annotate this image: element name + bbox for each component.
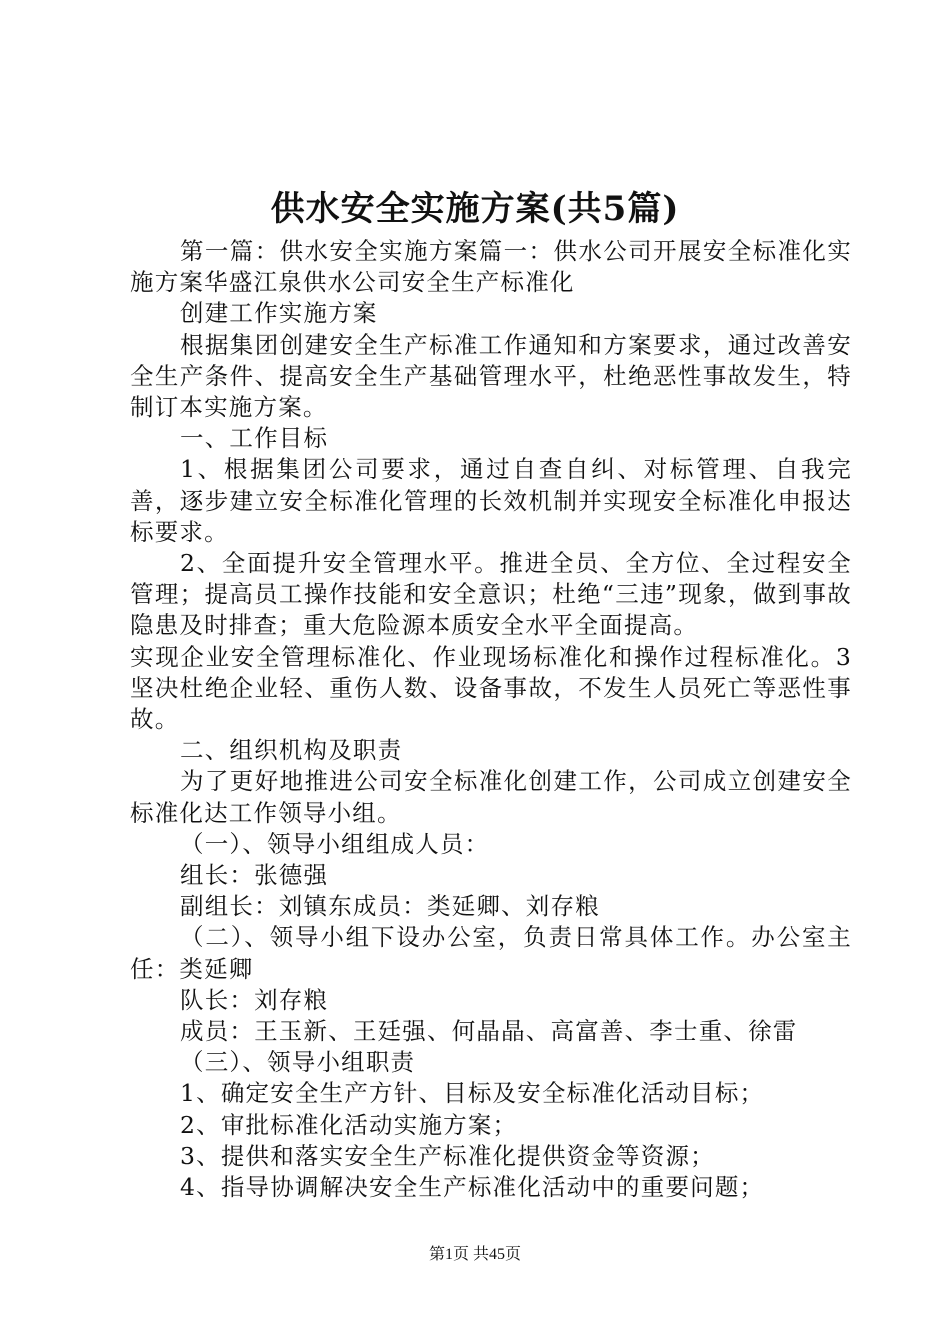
paragraph-duty-3: 3、提供和落实安全生产标准化提供资金等资源； <box>180 1141 715 1170</box>
paragraph-goal-3: 实现企业安全管理标准化、作业现场标准化和操作过程标准化。3坚决杜绝企业轻、重伤人数、设备事故，不发生人员死亡等恶性事故。 <box>130 642 852 734</box>
paragraph-members: 成员：王玉新、王廷强、何晶晶、高富善、李士重、徐雷 <box>180 1017 798 1046</box>
paragraph-3: 根据集团创建安全生产标准工作通知和方案要求，通过改善安全生产条件、提高安全生产基础管理水平，杜绝恶性事故发生，特制订本实施方案。 <box>130 330 852 422</box>
paragraph-goal-2: 2、全面提升安全管理水平。推进全员、全方位、全过程安全管理；提高员工操作技能和安全意识；杜绝“三违”现象，做到事故隐患及时排查；重大危险源本质安全水平全面提高。 <box>130 549 852 640</box>
heading-organization: 二、组织机构及职责 <box>180 736 403 765</box>
document-title: 供水安全实施方案(共5篇) <box>270 189 680 229</box>
paragraph-captain: 队长：刘存粮 <box>180 985 329 1014</box>
paragraph-duty-4: 4、指导协调解决安全生产标准化活动中的重要问题； <box>180 1173 765 1202</box>
paragraph-leader: 组长：张德强 <box>180 861 329 890</box>
paragraph-2: 创建工作实施方案 <box>180 299 378 328</box>
paragraph-goal-1: 1、根据集团公司要求，通过自查自纠、对标管理、自我完善，逐步建立安全标准化管理的长效机制并实现安全标准化申报达标要求。 <box>130 455 852 546</box>
subheading-members: （一）、领导小组组成人员： <box>180 829 490 858</box>
heading-work-goals: 一、工作目标 <box>180 424 329 453</box>
paragraph-deputy-leader: 副组长：刘镇东成员：类延卿、刘存粮 <box>180 892 600 921</box>
subheading-duties: （三）、领导小组职责 <box>180 1048 416 1077</box>
paragraph-1: 第一篇：供水安全实施方案篇一：供水公司开展安全标准化实施方案华盛江泉供水公司安全生产标准化 <box>130 237 852 297</box>
document-body <box>130 236 852 1203</box>
paragraph-duty-1: 1、确定安全生产方针、目标及安全标准化活动目标； <box>180 1079 765 1108</box>
subheading-office: （二）、领导小组下设办公室，负责日常具体工作。办公室主任：类延卿 <box>130 923 852 983</box>
page-footer: 第1页 共45页 <box>428 1246 521 1263</box>
paragraph-duty-2: 2、审批标准化活动实施方案； <box>180 1110 518 1139</box>
paragraph-organization: 为了更好地推进公司安全标准化创建工作，公司成立创建安全标准化达工作领导小组。 <box>130 767 852 827</box>
